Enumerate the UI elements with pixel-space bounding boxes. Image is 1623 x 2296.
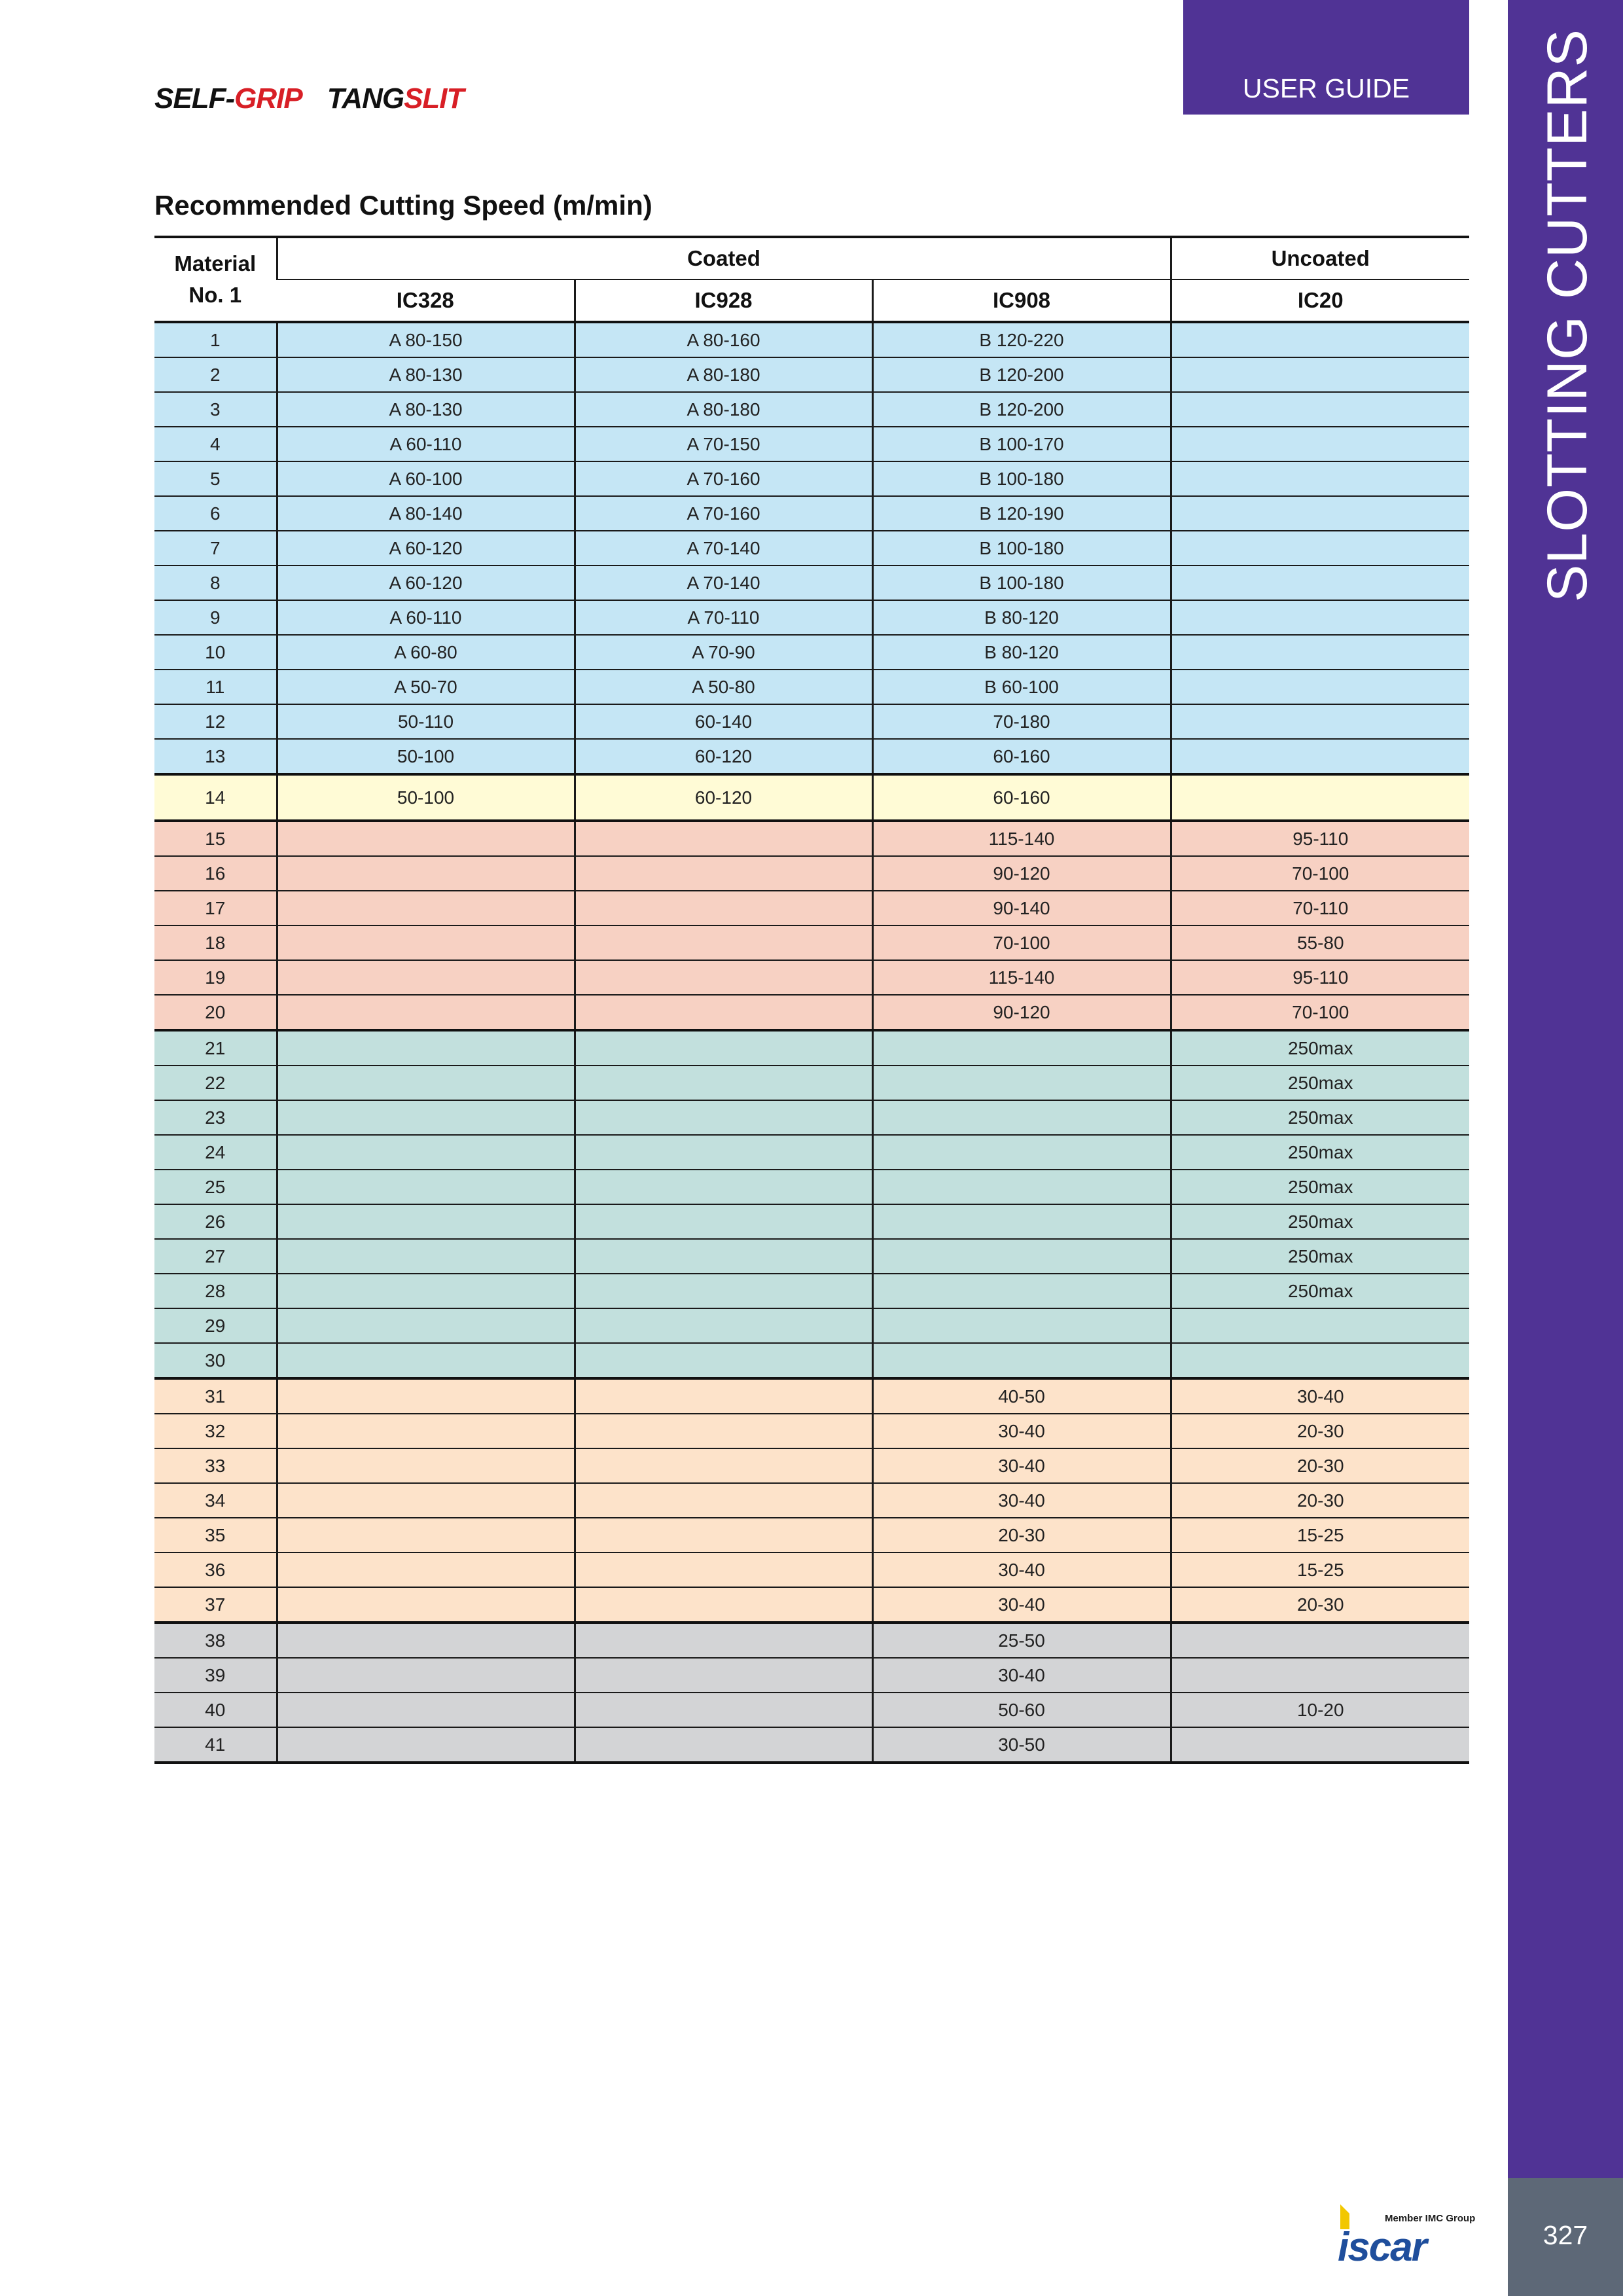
speed-cell (277, 1308, 575, 1343)
user-guide-tab (1183, 0, 1469, 115)
speed-cell (575, 1448, 872, 1483)
table-row (154, 1239, 1469, 1274)
speed-cell (277, 1623, 575, 1658)
speed-cell: 30-40 (1171, 1378, 1469, 1414)
speed-cell (575, 856, 872, 891)
material-number-cell: 12 (154, 704, 277, 739)
speed-cell: 250max (1171, 1274, 1469, 1308)
material-number-cell: 8 (154, 565, 277, 600)
material-number-cell: 40 (154, 1693, 277, 1727)
column-header: IC20 (1171, 279, 1469, 322)
table-row (154, 1414, 1469, 1448)
speed-cell: 60-160 (872, 774, 1171, 821)
material-number-cell: 2 (154, 357, 277, 392)
speed-cell: 20-30 (872, 1518, 1171, 1552)
table-row (154, 1587, 1469, 1623)
speed-cell: 15-25 (1171, 1552, 1469, 1587)
speed-cell: 50-60 (872, 1693, 1171, 1727)
material-number-cell: 36 (154, 1552, 277, 1587)
table-row (154, 496, 1469, 531)
speed-cell (277, 1448, 575, 1483)
logo-self-black: SELF- (154, 82, 235, 115)
speed-cell: A 80-130 (277, 392, 575, 427)
material-number-cell: 17 (154, 891, 277, 925)
speed-cell (575, 1274, 872, 1308)
speed-cell (277, 891, 575, 925)
speed-cell: 70-180 (872, 704, 1171, 739)
material-number-cell: 29 (154, 1308, 277, 1343)
speed-cell (1171, 357, 1469, 392)
speed-cell (277, 1552, 575, 1587)
speed-cell (1171, 774, 1469, 821)
speed-cell: A 70-160 (575, 496, 872, 531)
speed-cell: 250max (1171, 1204, 1469, 1239)
speed-cell (872, 1100, 1171, 1135)
material-number-cell: 5 (154, 461, 277, 496)
speed-cell (277, 1170, 575, 1204)
speed-cell: 20-30 (1171, 1448, 1469, 1483)
speed-cell (1171, 461, 1469, 496)
speed-cell: A 80-130 (277, 357, 575, 392)
speed-cell (277, 1414, 575, 1448)
material-number-cell: 15 (154, 821, 277, 856)
speed-cell: A 80-150 (277, 322, 575, 357)
speed-cell (277, 1727, 575, 1763)
table-row (154, 392, 1469, 427)
speed-cell (1171, 496, 1469, 531)
table-row (154, 1030, 1469, 1066)
speed-cell (575, 1552, 872, 1587)
speed-cell (575, 1030, 872, 1066)
table-row (154, 960, 1469, 995)
speed-cell (277, 856, 575, 891)
speed-cell: 115-140 (872, 960, 1171, 995)
speed-cell: A 60-110 (277, 427, 575, 461)
table-row (154, 1658, 1469, 1693)
table-row (154, 461, 1469, 496)
material-number-cell: 4 (154, 427, 277, 461)
sidebar-title-text: SLOTTING CUTTERS (1536, 28, 1599, 602)
speed-cell: 55-80 (1171, 925, 1469, 960)
speed-cell (575, 1623, 872, 1658)
table-row (154, 1100, 1469, 1135)
speed-cell (277, 1066, 575, 1100)
column-header: IC928 (575, 279, 872, 322)
table-row (154, 670, 1469, 704)
material-number-cell: 27 (154, 1239, 277, 1274)
speed-cell (277, 1204, 575, 1239)
speed-cell (277, 1343, 575, 1378)
speed-cell: B 100-180 (872, 565, 1171, 600)
speed-cell (277, 1274, 575, 1308)
speed-cell (1171, 531, 1469, 565)
speed-cell (277, 1378, 575, 1414)
speed-cell: 50-100 (277, 739, 575, 774)
speed-cell: 60-160 (872, 739, 1171, 774)
speed-cell (1171, 600, 1469, 635)
coated-group-header: Coated (277, 237, 1171, 279)
speed-cell (575, 995, 872, 1030)
brand-logo (154, 82, 463, 122)
speed-cell: 70-100 (1171, 856, 1469, 891)
speed-cell: A 60-110 (277, 600, 575, 635)
speed-cell (277, 1658, 575, 1693)
material-number-cell: 26 (154, 1204, 277, 1239)
table-row (154, 1693, 1469, 1727)
speed-cell: 30-40 (872, 1587, 1171, 1623)
material-number-cell: 39 (154, 1658, 277, 1693)
material-number-cell: 41 (154, 1727, 277, 1763)
material-number-cell: 18 (154, 925, 277, 960)
table-row (154, 1308, 1469, 1343)
speed-cell (1171, 1727, 1469, 1763)
table-body (154, 322, 1469, 1763)
speed-cell (1171, 322, 1469, 357)
column-header: IC328 (277, 279, 575, 322)
material-number-cell: 7 (154, 531, 277, 565)
material-number-cell: 35 (154, 1518, 277, 1552)
speed-cell (1171, 392, 1469, 427)
material-number-cell: 30 (154, 1343, 277, 1378)
speed-cell: 90-120 (872, 856, 1171, 891)
table-row (154, 1483, 1469, 1518)
table-row (154, 1170, 1469, 1204)
speed-cell: 20-30 (1171, 1483, 1469, 1518)
brand-tagline: Member IMC Group (1385, 2213, 1476, 2224)
logo-tang-black: TANG (327, 82, 404, 115)
speed-cell (575, 1483, 872, 1518)
table-row (154, 531, 1469, 565)
speed-cell: 90-120 (872, 995, 1171, 1030)
speed-cell (1171, 670, 1469, 704)
speed-cell (575, 1414, 872, 1448)
speed-cell (575, 1693, 872, 1727)
cutting-speed-table (154, 236, 1469, 1764)
speed-cell (575, 1170, 872, 1204)
speed-cell: 250max (1171, 1100, 1469, 1135)
speed-cell (1171, 739, 1469, 774)
speed-cell: B 60-100 (872, 670, 1171, 704)
speed-cell: 40-50 (872, 1378, 1171, 1414)
speed-cell: B 80-120 (872, 600, 1171, 635)
speed-cell (277, 960, 575, 995)
speed-cell (277, 1030, 575, 1066)
speed-cell: 30-40 (872, 1414, 1171, 1448)
material-number-cell: 28 (154, 1274, 277, 1308)
table-row (154, 1623, 1469, 1658)
speed-cell: B 100-180 (872, 461, 1171, 496)
table-row (154, 427, 1469, 461)
speed-cell: B 120-220 (872, 322, 1171, 357)
table-row (154, 1552, 1469, 1587)
speed-cell: B 120-200 (872, 357, 1171, 392)
speed-cell (575, 1727, 872, 1763)
speed-cell: 70-100 (872, 925, 1171, 960)
speed-cell (872, 1204, 1171, 1239)
speed-cell: 250max (1171, 1239, 1469, 1274)
speed-cell: B 100-180 (872, 531, 1171, 565)
speed-cell: 30-40 (872, 1658, 1171, 1693)
table-row (154, 1518, 1469, 1552)
table-row (154, 1378, 1469, 1414)
speed-cell (277, 925, 575, 960)
speed-cell: 50-110 (277, 704, 575, 739)
speed-cell: 60-140 (575, 704, 872, 739)
speed-cell: 70-110 (1171, 891, 1469, 925)
speed-cell (1171, 704, 1469, 739)
speed-cell (575, 891, 872, 925)
material-number-cell: 33 (154, 1448, 277, 1483)
material-number-cell: 38 (154, 1623, 277, 1658)
speed-cell: A 80-180 (575, 392, 872, 427)
speed-cell (872, 1239, 1171, 1274)
speed-cell (1171, 565, 1469, 600)
table-row (154, 704, 1469, 739)
sidebar-title (1508, 0, 1623, 602)
speed-cell (277, 1100, 575, 1135)
speed-cell (1171, 427, 1469, 461)
table-row (154, 739, 1469, 774)
material-number-cell: 37 (154, 1587, 277, 1623)
speed-cell (575, 1343, 872, 1378)
speed-cell (277, 1693, 575, 1727)
speed-cell (872, 1030, 1171, 1066)
column-header: IC908 (872, 279, 1171, 322)
speed-cell (1171, 1308, 1469, 1343)
speed-cell (277, 995, 575, 1030)
table-row (154, 1343, 1469, 1378)
speed-cell: 95-110 (1171, 821, 1469, 856)
speed-cell (872, 1135, 1171, 1170)
speed-cell: 10-20 (1171, 1693, 1469, 1727)
speed-cell: 250max (1171, 1170, 1469, 1204)
speed-cell (872, 1274, 1171, 1308)
speed-cell (575, 821, 872, 856)
material-number-cell: 1 (154, 322, 277, 357)
speed-cell: A 60-100 (277, 461, 575, 496)
speed-cell: A 60-80 (277, 635, 575, 670)
speed-cell: 30-40 (872, 1483, 1171, 1518)
material-number-cell: 10 (154, 635, 277, 670)
speed-cell: A 70-110 (575, 600, 872, 635)
speed-cell: A 80-180 (575, 357, 872, 392)
speed-cell (575, 1658, 872, 1693)
speed-cell: A 70-150 (575, 427, 872, 461)
speed-cell: 20-30 (1171, 1587, 1469, 1623)
page-number: 327 (1543, 2220, 1588, 2250)
speed-cell (872, 1308, 1171, 1343)
material-number-cell: 25 (154, 1170, 277, 1204)
speed-cell: 60-120 (575, 774, 872, 821)
material-number-cell: 11 (154, 670, 277, 704)
material-number-cell: 21 (154, 1030, 277, 1066)
speed-cell: 50-100 (277, 774, 575, 821)
material-number-cell: 31 (154, 1378, 277, 1414)
table-row (154, 1135, 1469, 1170)
speed-cell: 15-25 (1171, 1518, 1469, 1552)
material-number-cell: 20 (154, 995, 277, 1030)
speed-cell (1171, 1343, 1469, 1378)
material-number-cell: 23 (154, 1100, 277, 1135)
speed-cell: 250max (1171, 1135, 1469, 1170)
speed-cell (575, 1135, 872, 1170)
speed-cell: B 80-120 (872, 635, 1171, 670)
material-number-cell: 6 (154, 496, 277, 531)
speed-cell (872, 1343, 1171, 1378)
speed-cell: A 70-90 (575, 635, 872, 670)
speed-cell (1171, 635, 1469, 670)
speed-cell (575, 1066, 872, 1100)
material-number-cell: 14 (154, 774, 277, 821)
speed-cell (277, 1483, 575, 1518)
speed-cell: 60-120 (575, 739, 872, 774)
table-row (154, 1727, 1469, 1763)
iscar-logo (1335, 2199, 1479, 2265)
speed-cell: 250max (1171, 1066, 1469, 1100)
speed-cell (575, 1204, 872, 1239)
speed-cell: 20-30 (1171, 1414, 1469, 1448)
speed-cell (575, 1378, 872, 1414)
speed-cell (575, 925, 872, 960)
speed-cell: 115-140 (872, 821, 1171, 856)
table-row (154, 1448, 1469, 1483)
material-number-cell: 19 (154, 960, 277, 995)
material-number-cell: 13 (154, 739, 277, 774)
table-row (154, 774, 1469, 821)
table-row (154, 821, 1469, 856)
speed-cell (277, 1518, 575, 1552)
material-number-cell: 3 (154, 392, 277, 427)
table-row (154, 322, 1469, 357)
user-guide-label: USER GUIDE (1242, 73, 1410, 103)
speed-cell: A 70-160 (575, 461, 872, 496)
speed-cell (277, 1135, 575, 1170)
speed-cell: A 50-80 (575, 670, 872, 704)
speed-cell (277, 1587, 575, 1623)
logo-grip-red: GRIP (234, 82, 302, 115)
speed-cell (872, 1066, 1171, 1100)
speed-cell (277, 821, 575, 856)
table-row (154, 891, 1469, 925)
speed-cell (575, 1239, 872, 1274)
brand-name: iscar (1338, 2225, 1426, 2265)
page-number-box (1508, 2178, 1623, 2296)
table-row (154, 995, 1469, 1030)
logo-slit-red: SLIT (404, 82, 464, 115)
speed-cell: B 120-190 (872, 496, 1171, 531)
speed-cell: 90-140 (872, 891, 1171, 925)
speed-cell: B 100-170 (872, 427, 1171, 461)
table-row (154, 1066, 1469, 1100)
page-title: Recommended Cutting Speed (m/min) (154, 190, 652, 221)
speed-cell: A 80-140 (277, 496, 575, 531)
table-row (154, 635, 1469, 670)
table-row (154, 925, 1469, 960)
table-row (154, 600, 1469, 635)
table-row (154, 565, 1469, 600)
speed-cell (277, 1239, 575, 1274)
speed-cell: B 120-200 (872, 392, 1171, 427)
speed-cell (1171, 1658, 1469, 1693)
material-number-cell: 16 (154, 856, 277, 891)
speed-cell: 30-40 (872, 1448, 1171, 1483)
speed-cell: A 60-120 (277, 565, 575, 600)
table-row (154, 1204, 1469, 1239)
speed-cell: A 70-140 (575, 531, 872, 565)
material-number-cell: 32 (154, 1414, 277, 1448)
table-row (154, 357, 1469, 392)
speed-cell (872, 1170, 1171, 1204)
speed-cell: 70-100 (1171, 995, 1469, 1030)
speed-cell: A 70-140 (575, 565, 872, 600)
speed-cell: 30-50 (872, 1727, 1171, 1763)
speed-cell (575, 1518, 872, 1552)
speed-cell (575, 960, 872, 995)
speed-cell: A 60-120 (277, 531, 575, 565)
speed-cell (575, 1587, 872, 1623)
speed-cell: A 50-70 (277, 670, 575, 704)
speed-cell: 250max (1171, 1030, 1469, 1066)
speed-cell (1171, 1623, 1469, 1658)
speed-cell (575, 1100, 872, 1135)
speed-cell: 30-40 (872, 1552, 1171, 1587)
speed-cell (575, 1308, 872, 1343)
material-number-cell: 9 (154, 600, 277, 635)
speed-cell: A 80-160 (575, 322, 872, 357)
table-row (154, 856, 1469, 891)
material-header: Material No. 1 (154, 237, 277, 322)
speed-cell: 95-110 (1171, 960, 1469, 995)
material-number-cell: 24 (154, 1135, 277, 1170)
material-number-cell: 34 (154, 1483, 277, 1518)
speed-cell: 25-50 (872, 1623, 1171, 1658)
material-number-cell: 22 (154, 1066, 277, 1100)
table-row (154, 1274, 1469, 1308)
uncoated-group-header: Uncoated (1171, 237, 1469, 279)
